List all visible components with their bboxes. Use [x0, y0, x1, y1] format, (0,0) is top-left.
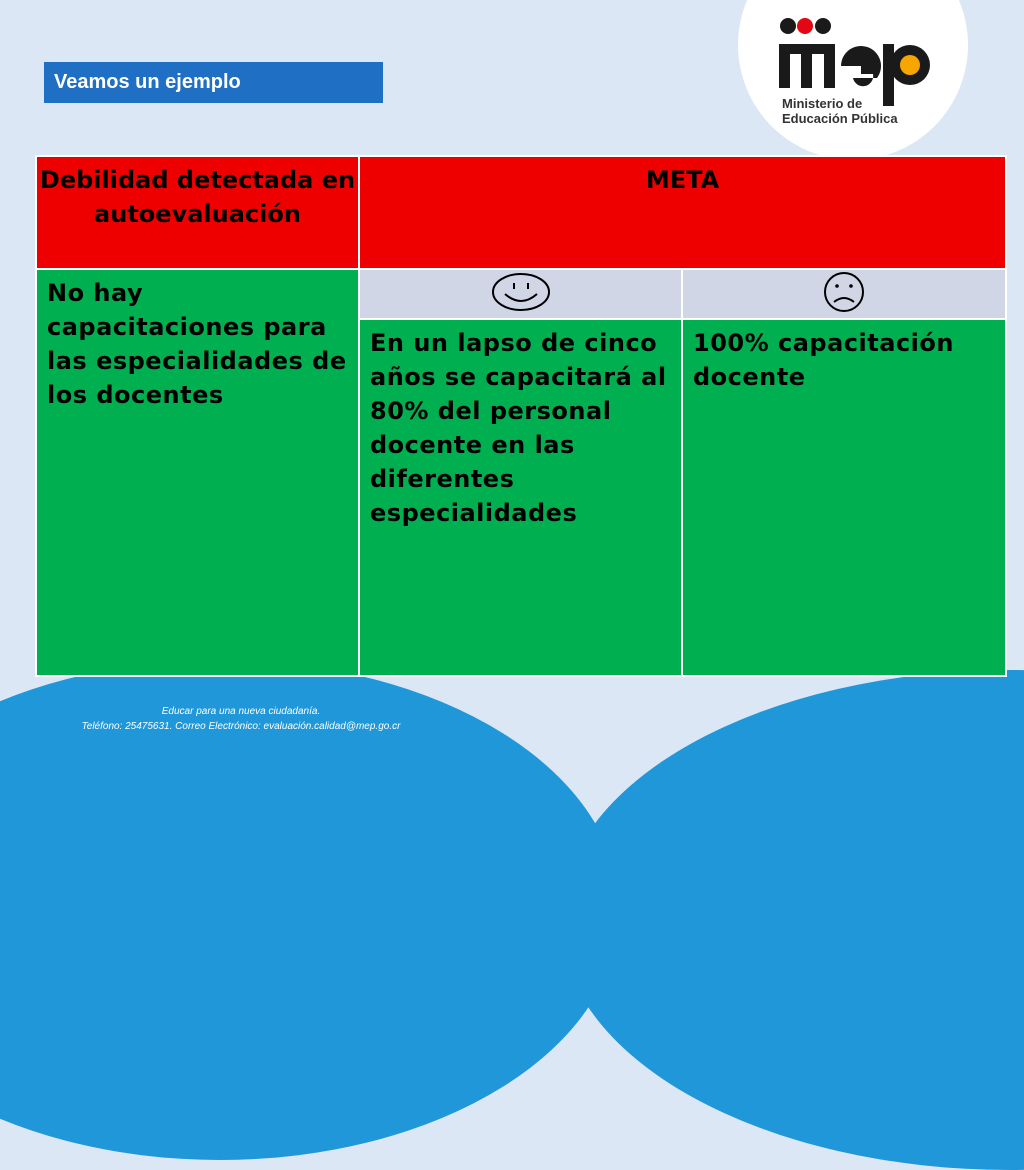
background-wave-left [0, 660, 620, 1160]
smiley-face-icon [491, 272, 551, 312]
header-weakness: Debilidad detectada en autoevaluación [36, 156, 359, 269]
footer-contact: Teléfono: 25475631. Correo Electrónico: evaluación.calidad@mep.go.cr [81, 721, 401, 732]
section-badge: Veamos un ejemplo [44, 62, 383, 103]
header-goal: META [359, 156, 1006, 269]
goal-cell: En un lapso de cinco años se capacitará al 80% del personal docente en las diferentes especialidades [359, 319, 682, 676]
footer-tagline: Educar para una nueva ciudadanía. [161, 706, 321, 717]
logo-subtitle-line1: Ministerio de [782, 96, 863, 111]
sad-face-icon [819, 270, 869, 314]
logo-subtitle [782, 96, 898, 126]
background-wave-right [560, 670, 1024, 1170]
goal-table [35, 155, 1007, 677]
happy-face-cell [359, 269, 682, 319]
weakness-cell: No hay capacitaciones para las especialidades de los docentes [36, 269, 359, 676]
sad-face-cell [682, 269, 1006, 319]
alt-goal-cell: 100% capacitación docente [682, 319, 1006, 676]
logo-subtitle-line2: Educación Pública [782, 111, 898, 126]
